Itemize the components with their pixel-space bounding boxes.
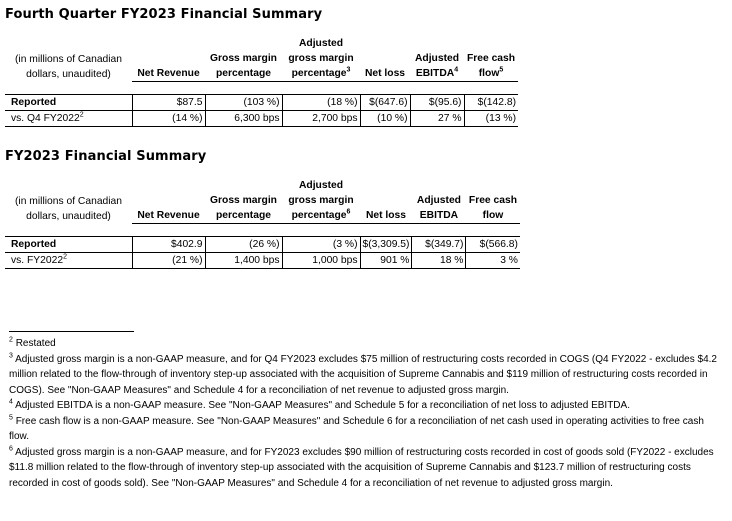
q4-vs-net-revenue: (14 %) xyxy=(132,111,205,127)
fy-summary-table xyxy=(5,178,520,269)
footnote-3: $^3$ Adjusted gross margin is a non-GAAP measure, and for Q4 FY2023 excludes $75 million of restructuring costs recorded in COGS (Q4 FY2022 - excludes $4.2 million related to the flow-through of inventory step-up associated with the acquisition of Supreme Cannabis and $119 million of restructuring costs recorded in COGS). See "Non-GAAP Measures" and Schedule 4 for a reconciliation of net revenue to adjusted gross margin. xyxy=(9,352,717,396)
q4-reported-net-loss: $(647.6) xyxy=(360,95,410,111)
fy-vs-gross-margin: 1,400 bps xyxy=(205,253,282,269)
row-label: Reported xyxy=(5,237,132,253)
q4-header-row xyxy=(5,36,518,82)
q4-reported-free-cash-flow: $(142.8) xyxy=(464,95,518,111)
fy-header-free-cash-flow: Free cash flow xyxy=(466,178,520,224)
q4-header-free-cash-flow: Free cash flow$^5$ xyxy=(464,36,518,82)
footnote-divider xyxy=(9,331,134,332)
footnotes xyxy=(9,336,724,491)
q4-vs-prior-row xyxy=(5,111,518,127)
fy-reported-adj-gross-margin: (3 %) xyxy=(282,237,360,253)
fy-title: FY2023 Financial Summary xyxy=(5,149,207,164)
fy-reported-gross-margin: (26 %) xyxy=(205,237,282,253)
fy-header-net-loss: Net loss xyxy=(360,178,412,224)
q4-header-gross-margin: Gross margin percentage xyxy=(205,36,282,82)
q4-header-adj-gross-margin: Adjusted gross margin percentage$^3$ xyxy=(282,36,360,82)
q4-summary-table xyxy=(5,36,518,127)
fy-reported-adj-ebitda: $(349.7) xyxy=(412,237,466,253)
fy-reported-free-cash-flow: $(566.8) xyxy=(466,237,520,253)
q4-reported-net-revenue: $87.5 xyxy=(132,95,205,111)
q4-vs-adj-ebitda: 27 % xyxy=(410,111,464,127)
q4-vs-gross-margin: 6,300 bps xyxy=(205,111,282,127)
q4-header-net-revenue: Net Revenue xyxy=(132,36,205,82)
fy-vs-free-cash-flow: 3 % xyxy=(466,253,520,269)
fy-header-gross-margin: Gross margin percentage xyxy=(205,178,282,224)
footnote-6: $^6$ Adjusted gross margin is a non-GAAP measure, and for FY2023 excludes $90 million of restructuring costs recorded in cost of goods sold (FY2022 - excludes $11.8 million related to the flow-through of inventory step-up associated with the acquisition of Supreme Cannabis and $123.7 million of restructuring costs recorded in cost of goods sold). See "Non-GAAP Measures" and Schedule 4 for a reconciliation of net revenue to adjusted gross margin. xyxy=(9,445,714,489)
q4-reported-gross-margin: (103 %) xyxy=(205,95,282,111)
q4-vs-adj-gross-margin: 2,700 bps xyxy=(282,111,360,127)
row-label: vs. Q4 FY2022$^2$ xyxy=(5,111,132,127)
fy-header-row xyxy=(5,178,520,224)
row-label: vs. FY2022$^2$ xyxy=(5,253,132,269)
footnote-4: $^4$ Adjusted EBITDA is a non-GAAP measure. See "Non-GAAP Measures" and Schedule 5 for a reconciliation of net loss to adjusted EBITDA. xyxy=(9,398,630,411)
q4-vs-free-cash-flow: (13 %) xyxy=(464,111,518,127)
fy-vs-adj-gross-margin: 1,000 bps xyxy=(282,253,360,269)
fy-reported-row xyxy=(5,237,520,253)
q4-title: Fourth Quarter FY2023 Financial Summary xyxy=(5,7,323,22)
fy-header-adj-gross-margin: Adjusted gross margin percentage$^6$ xyxy=(282,178,360,224)
q4-reported-adj-gross-margin: (18 %) xyxy=(282,95,360,111)
fy-vs-net-revenue: (21 %) xyxy=(132,253,205,269)
q4-header-adj-ebitda: Adjusted EBITDA$^4$ xyxy=(410,36,464,82)
footnote-5: $^5$ Free cash flow is a non-GAAP measure. See "Non-GAAP Measures" and Schedule 6 for a reconciliation of net cash used in operating activities to free cash flow. xyxy=(9,414,704,442)
q4-header-net-loss: Net loss xyxy=(360,36,410,82)
fy-vs-adj-ebitda: 18 % xyxy=(412,253,466,269)
fy-header-net-revenue: Net Revenue xyxy=(132,178,205,224)
fy-vs-net-loss: 901 % xyxy=(360,253,412,269)
fy-reported-net-loss: $(3,309.5) xyxy=(360,237,412,253)
footnote-2: $^2$ Restated xyxy=(9,336,56,349)
fy-header-units: (in millions of Canadian dollars, unaudited) xyxy=(14,195,123,222)
q4-header-units: (in millions of Canadian dollars, unaudited) xyxy=(14,53,123,80)
row-label: Reported xyxy=(5,95,132,111)
q4-reported-adj-ebitda: $(95.6) xyxy=(410,95,464,111)
q4-reported-row xyxy=(5,95,518,111)
q4-vs-net-loss: (10 %) xyxy=(360,111,410,127)
fy-reported-net-revenue: $402.9 xyxy=(132,237,205,253)
fy-vs-prior-row xyxy=(5,253,520,269)
fy-header-adj-ebitda: Adjusted EBITDA xyxy=(412,178,466,224)
